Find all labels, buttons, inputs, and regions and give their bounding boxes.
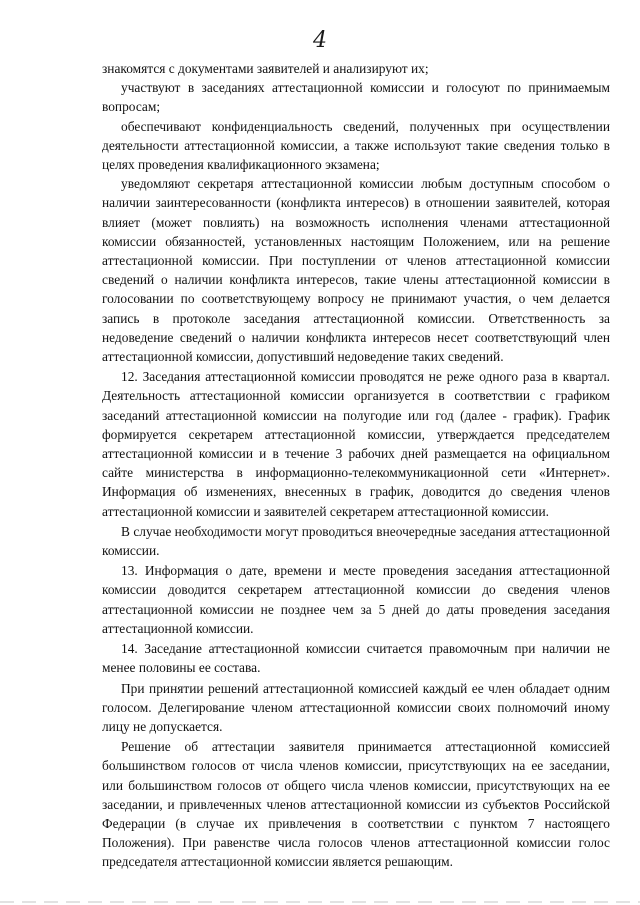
paragraph: 14. Заседание аттестационной комиссии считается правомочным при наличии не менее половины ее состава. [102,641,610,676]
document-body [102,59,610,872]
paragraph: Решение об аттестации заявителя принимается аттестационной комиссией большинством голосов от числа членов комиссии, присутствующих на ее заседании, или большинством голосов от общего числа членов комиссии, присутствующих на ее заседании, и привлеченных членов аттестационной комиссии из субъектов Российской Федерации (в случае их привлечения в соответствии с пунктом 7 настоящего Положения). При равенстве числа голосов членов аттестационной комиссии голос председателя аттестационной комиссии является решающим. [102,739,610,870]
paragraph: При принятии решений аттестационной комиссией каждый ее член обладает одним голосом. Делегирование членом аттестационной комиссии своих полномочий иному лицу не допускается. [102,680,610,734]
paragraph: обеспечивают конфиденциальность сведений, полученных при осуществлении деятельности аттестационной комиссии, а также используют такие сведения только в целях проведения квалификационного экзамена; [102,118,610,173]
scan-edge-artifact [0,901,640,903]
paragraph: участвуют в заседаниях аттестационной комиссии и голосуют по принимаемым вопросам; [102,80,610,115]
paragraph: 12. Заседания аттестационной комиссии проводятся не реже одного раза в квартал. Деятельность аттестационной комиссии организуется в соответствии с графиком заседаний аттестационной комиссии на полугодие или год (далее - график). График формируется секретарем аттестационной комиссии, утверждается председателем аттестационной комиссии и в течение 3 рабочих дней размещается на официальном сайте министерства в информационно-телекоммуникационной сети «Интернет». Информация об изменениях, внесенных в график, доводится до сведения членов аттестационной комиссии и заявителей секретарем аттестационной комиссии. [102,369,610,519]
paragraph: знакомятся с документами заявителей и анализируют их; [102,61,429,76]
paragraph: 13. Информация о дате, времени и месте проведения заседания аттестационной комиссии доводится секретарем аттестационной комиссии до сведения членов аттестационной комиссии не позднее чем за 5 дней до даты проведения заседания аттестационной комиссии. [102,563,610,636]
paragraph: уведомляют секретаря аттестационной комиссии любым доступным способом о наличии заинтересованности (конфликта интересов) в отношении заявителей, которая влияет (может повлиять) на возможность исполнения членами аттестационной комиссии обязанностей, установленных настоящим Положением, или на решение аттестационной комиссии. При поступлении от членов аттестационной комиссии сведений о наличии конфликта интересов, такие члены аттестационной комиссии в голосовании по соответствующему вопросу не принимают участия, о чем делается запись в протоколе заседания аттестационной комиссии. Ответственность за недоведение сведений о наличии конфликта интересов несет соответствующий член аттестационной комиссии, допустивший недоведение таких сведений. [102,176,610,365]
page-number: 4 [313,28,327,53]
paragraph: В случае необходимости могут проводиться внеочередные заседания аттестационной комиссии. [102,523,610,559]
